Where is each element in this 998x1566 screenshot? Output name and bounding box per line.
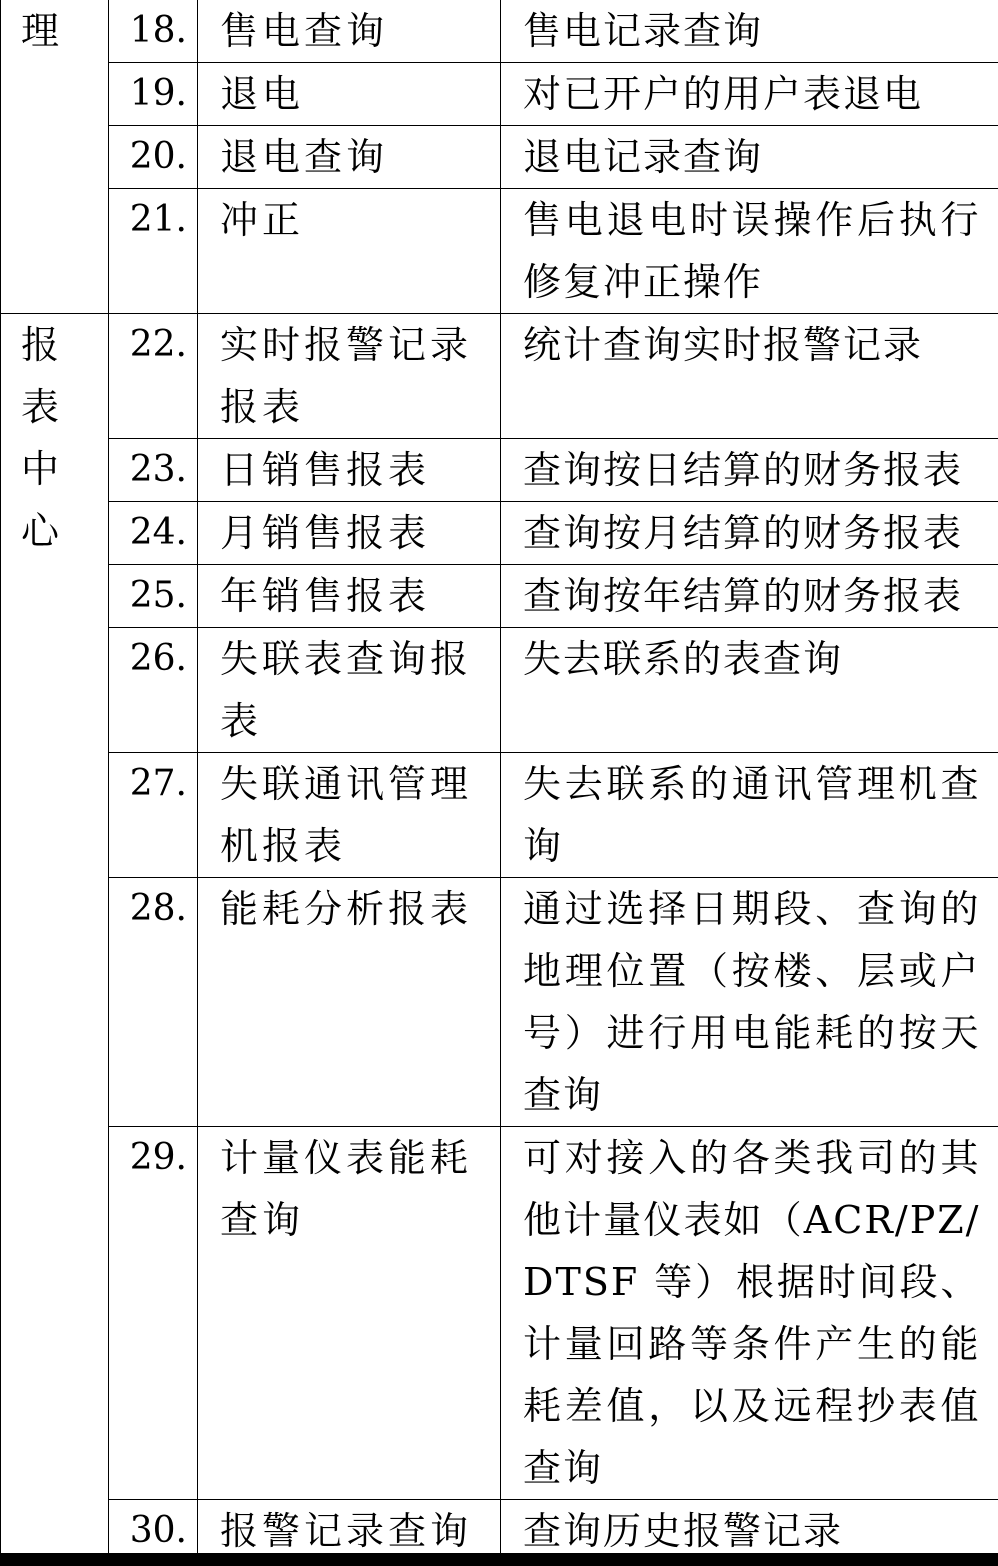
row-number: 18. [109,0,198,63]
function-description: 退电记录查询 [501,126,998,189]
table-row [1,189,998,314]
row-number: 20. [109,126,198,189]
function-description: 对已开户的用户表退电 [501,63,998,126]
function-name: 失联通讯管理机报表 [198,753,501,878]
function-description: 售电退电时误操作后执行修复冲正操作 [501,189,998,314]
table-row [1,565,998,628]
section-label: 理 [21,9,60,53]
table-row [1,63,998,126]
row-number: 27. [109,753,198,878]
function-description: 可对接入的各类我司的其他计量仪表如（ACR/PZ/DTSF 等）根据时间段、计量回路等条件产生的能耗差值，以及远程抄表值查询 [501,1127,998,1500]
table-row [1,753,998,878]
function-name: 退电 [198,63,501,126]
table-row [1,878,998,1127]
function-name: 报警记录查询 [198,1500,501,1563]
function-description: 失去联系的表查询 [501,628,998,753]
function-name: 冲正 [198,189,501,314]
function-name: 售电查询 [198,0,501,63]
bottom-border-bar [0,1553,998,1566]
row-number: 24. [109,502,198,565]
row-number: 21. [109,189,198,314]
function-description: 查询按月结算的财务报表 [501,502,998,565]
row-number: 22. [109,314,198,439]
function-description: 失去联系的通讯管理机查询 [501,753,998,878]
row-number: 26. [109,628,198,753]
row-number: 23. [109,439,198,502]
function-name: 计量仪表能耗查询 [198,1127,501,1500]
section-cell [1,0,109,314]
function-description: 查询历史报警记录 [501,1500,998,1563]
function-name: 实时报警记录报表 [198,314,501,439]
function-description: 通过选择日期段、查询的地理位置（按楼、层或户号）进行用电能耗的按天查询 [501,878,998,1127]
table-row [1,502,998,565]
function-name: 退电查询 [198,126,501,189]
function-description: 查询按年结算的财务报表 [501,565,998,628]
function-description: 统计查询实时报警记录 [501,314,998,439]
section-label: 报表中心 [21,323,60,553]
row-number: 29. [109,1127,198,1500]
function-name: 失联表查询报表 [198,628,501,753]
row-number: 19. [109,63,198,126]
table-row [1,126,998,189]
table-row [1,314,998,439]
section-cell [1,314,109,1563]
table-row [1,0,998,63]
table-row [1,439,998,502]
row-number: 30. [109,1500,198,1563]
function-description: 查询按日结算的财务报表 [501,439,998,502]
table-row [1,628,998,753]
function-name: 月销售报表 [198,502,501,565]
table-row [1,1127,998,1500]
function-name: 能耗分析报表 [198,878,501,1127]
function-name: 年销售报表 [198,565,501,628]
function-description: 售电记录查询 [501,0,998,63]
function-name: 日销售报表 [198,439,501,502]
row-number: 25. [109,565,198,628]
row-number: 28. [109,878,198,1127]
